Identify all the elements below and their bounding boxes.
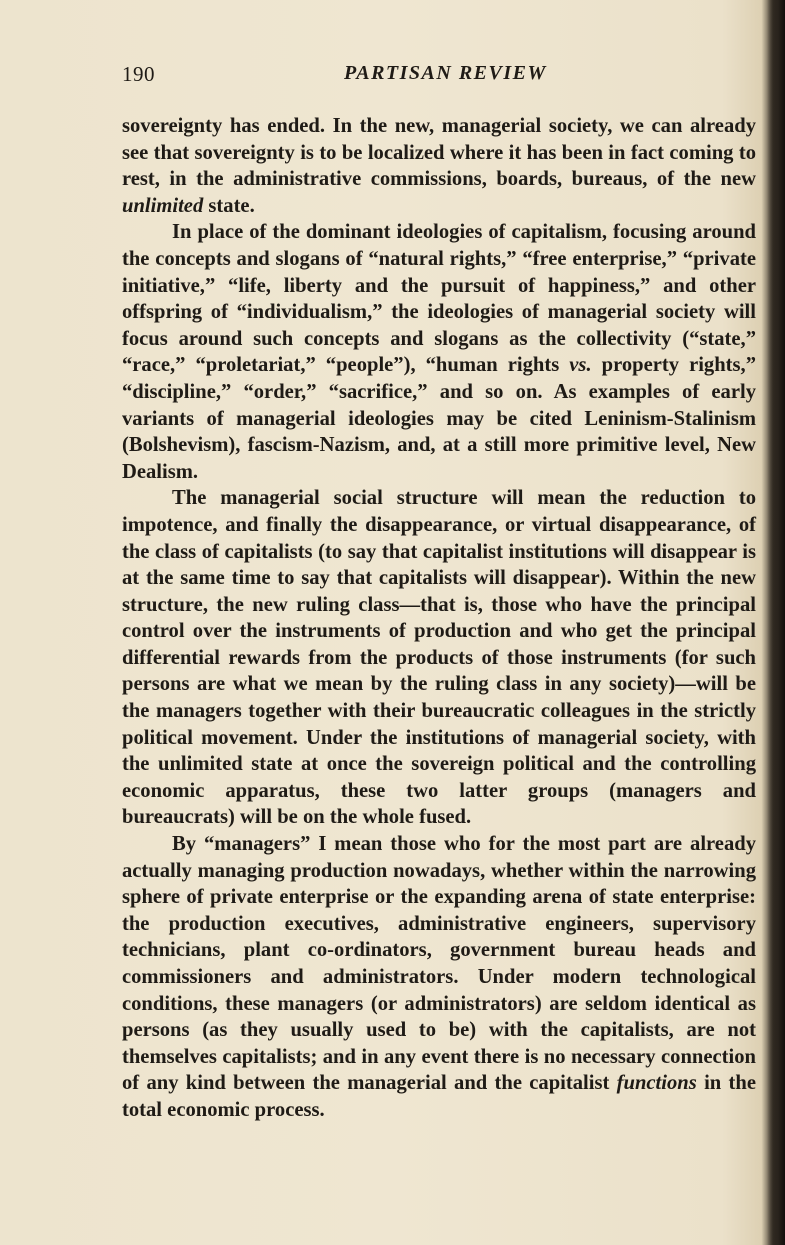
- paragraph: [122, 831, 756, 1124]
- text-run: state.: [203, 194, 255, 217]
- paragraph: [122, 219, 756, 485]
- text-run: in the total economic process.: [122, 1072, 756, 1121]
- running-head: [122, 62, 756, 92]
- paragraph: [122, 485, 756, 831]
- page-number: 190: [122, 62, 155, 86]
- text-run: The managerial social structure will mean the reduction to impotence, and finally the disappearance, or virtual disappearance, of the class of capitalists (to say that capitalist institutions will disappear is at the same time to say that capitalists will disappear). Within the new structure, the new ruling class—that is, those who have the principal control over the instruments of production and who get the principal differential rewards from the products of those instruments (for such persons are what we mean by the ruling class in any society)—will be the managers together with their bureaucratic colleagues in the strictly political movement. Under the institutions of managerial society, with the unlimited state at once the sovereign political and the controlling economic apparatus, these two latter groups (managers and bureaucrats) will be on the whole fused.: [122, 487, 756, 829]
- page-gutter-shadow: [767, 0, 785, 1245]
- body-text: [122, 113, 756, 1124]
- text-run: property rights,” “discipline,” “order,” “sacrifice,” and so on. As examples of early variants of managerial ideologies may be cited Leninism-Stalinism (Bolshevism), fascism-Nazism, and, at a still more primitive level, New Dealism.: [122, 354, 756, 483]
- italic-text: unlimited: [122, 194, 204, 217]
- text-run: sovereignty has ended. In the new, managerial society, we can already see that sovereignty is to be localized where it has been in fact coming to rest, in the administrative commissions, boards, bureaus, of the new: [122, 115, 756, 191]
- journal-title: PARTISAN REVIEW: [344, 62, 547, 84]
- text-run: In place of the dominant ideologies of capitalism, focusing around the concepts and slogans of “natural rights,” “free enterprise,” “private initiative,” “life, liberty and the pursuit of happiness,” and other offspring of “individualism,” the ideologies of managerial society will focus around such concepts and slogans as the collectivity (“state,” “race,” “proletariat,” “people”), “human rights: [122, 221, 756, 377]
- text-run: By “managers” I mean those who for the most part are already actually managing production nowadays, whether within the narrowing sphere of private enterprise or the expanding arena of state enterprise: the production executives, administrative engineers, supervisory technicians, plant co-ordinators, government bureau heads and commissioners and administrators. Under modern technological conditions, these managers (or administrators) are seldom identical as persons (as they usually used to be) with the capitalists, are not themselves capitalists; and in any event there is no necessary connection of any kind between the managerial and the capitalist: [122, 833, 756, 1095]
- italic-text: vs.: [569, 354, 592, 377]
- italic-text: functions: [616, 1072, 697, 1095]
- paragraph: [122, 113, 756, 219]
